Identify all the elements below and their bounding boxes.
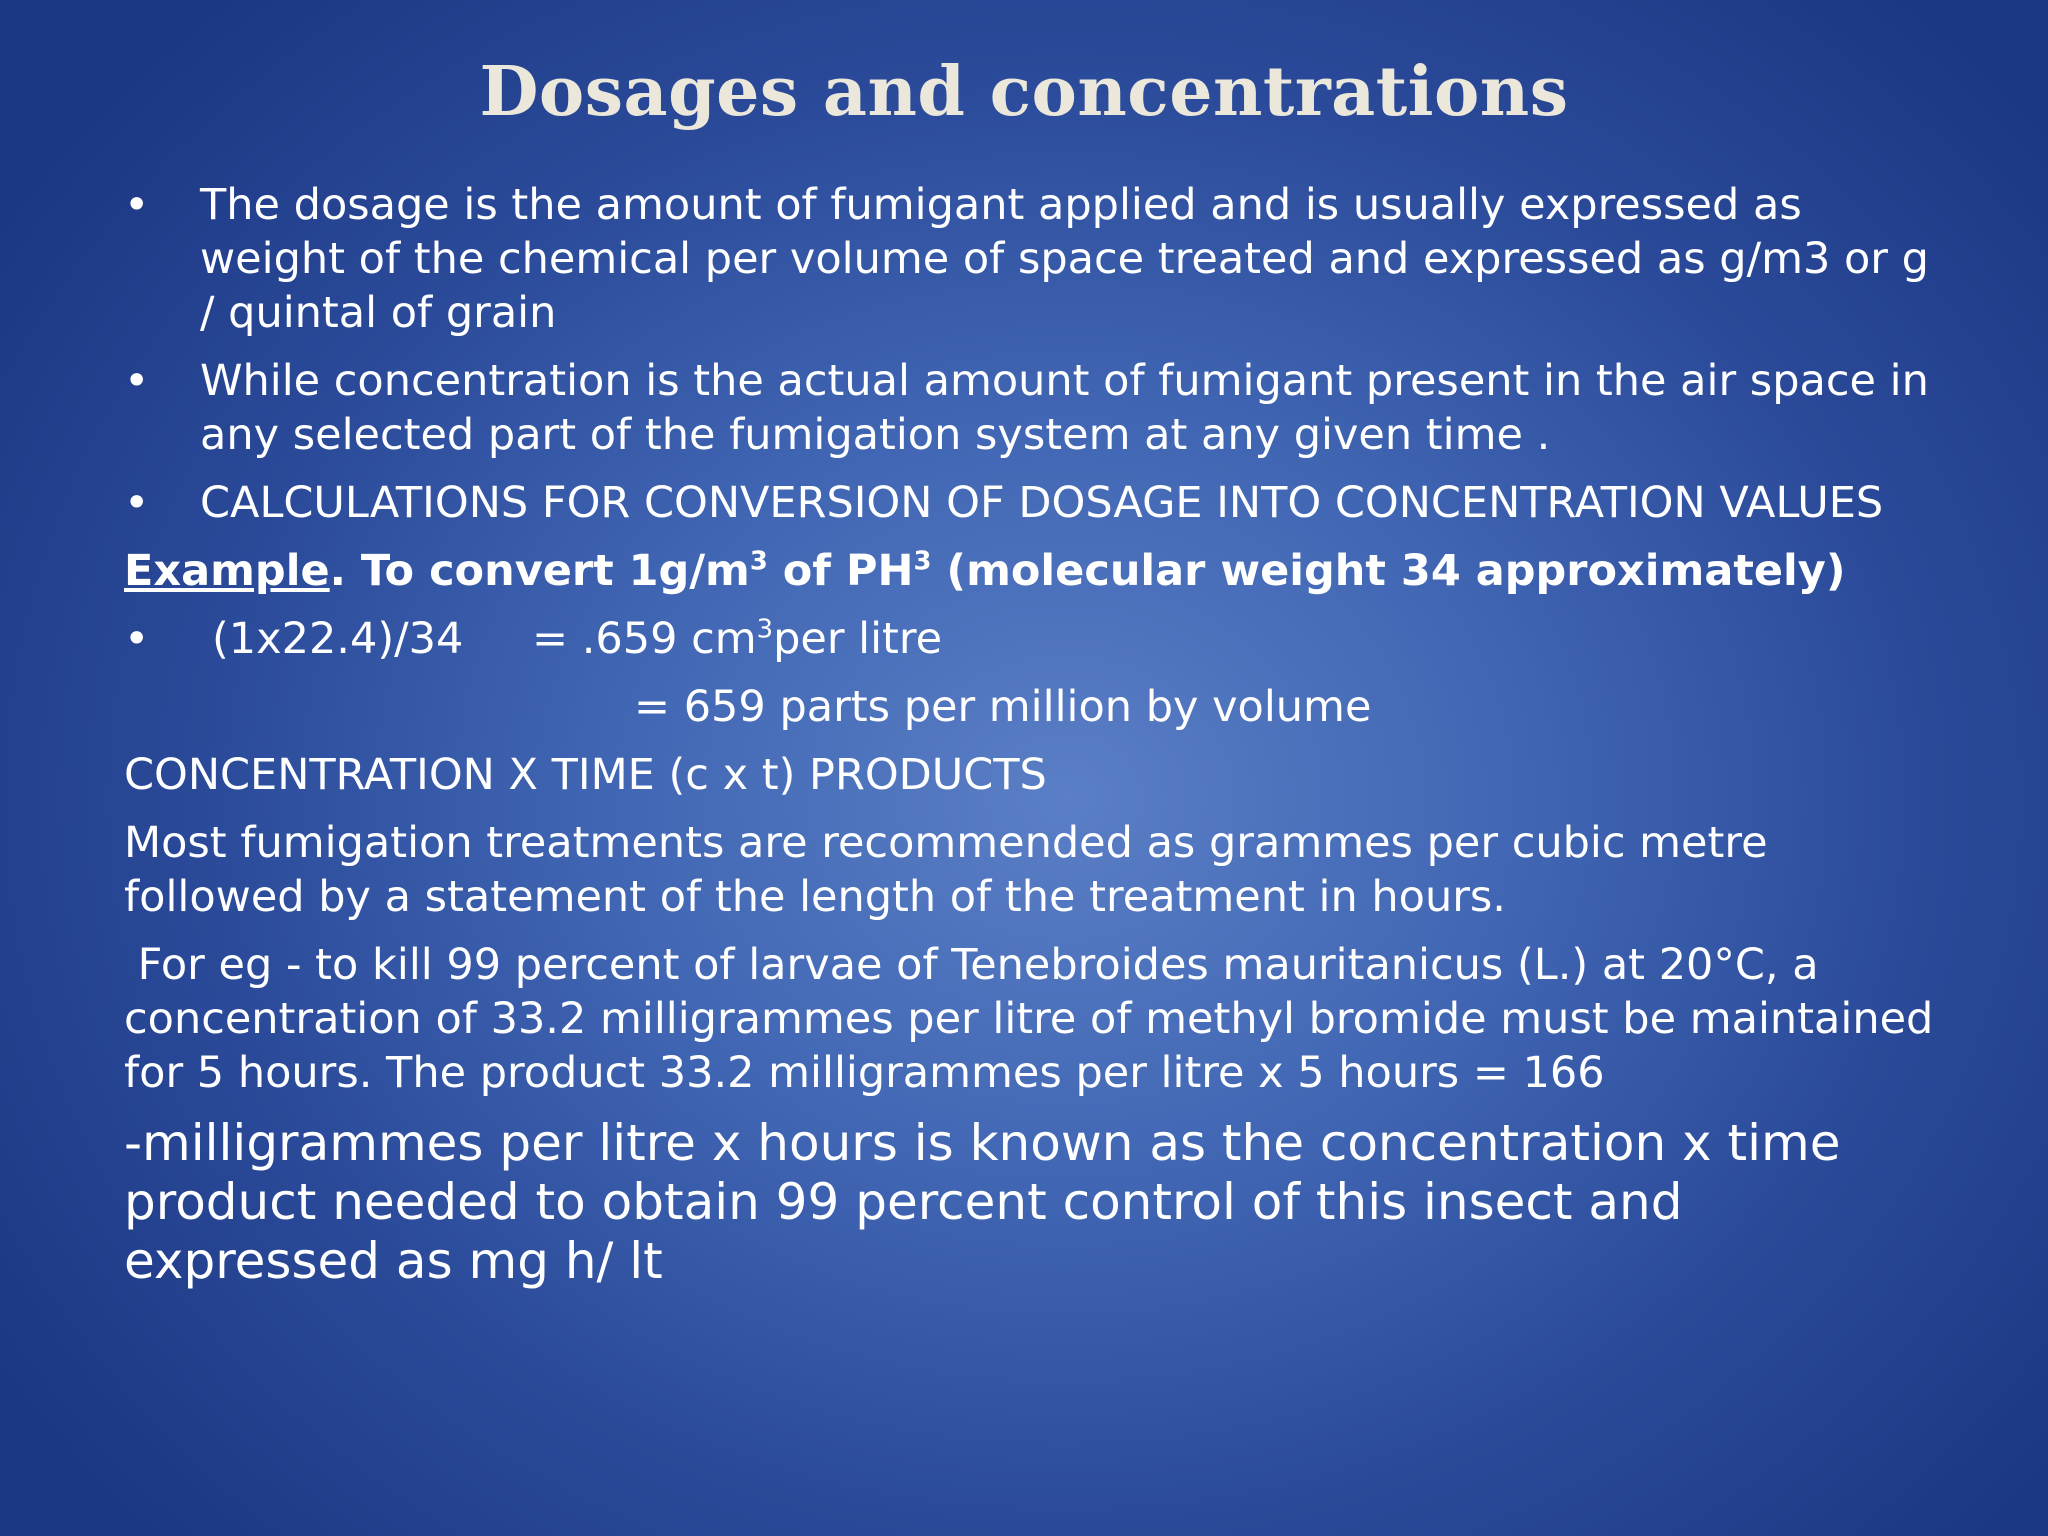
paragraph-ct-product: -milligrammes per litre x hours is known as the concentration x time product needed to obtain 99 percent control of this insect and expressed as mg h/ lt: [124, 1114, 1841, 1290]
bullet-item-calculations: [124, 476, 1944, 530]
result-1-sup: 3: [756, 614, 774, 645]
example-text-2: of PH: [767, 546, 914, 596]
bullet-marker: •: [124, 180, 150, 230]
bullet-marker: •: [124, 478, 150, 528]
paragraph-recommendation: Most fumigation treatments are recommended as grammes per cubic metre followed by a statement of the length of the treatment in hours.: [124, 818, 1768, 922]
bullet-text: The dosage is the amount of fumigant applied and is usually expressed as weight of the chemical per volume of space treated and expressed as g/m3 or g / quintal of grain: [200, 180, 1929, 338]
bullet-item-dosage: [124, 178, 1944, 340]
result-1-text: = .659 cm: [532, 614, 757, 664]
calculation-row-2: [124, 680, 1944, 734]
example-sup-2: 3: [913, 546, 932, 577]
bullet-item-concentration: [124, 354, 1944, 462]
calculation-result-1: [532, 612, 942, 666]
calculation-row: [124, 612, 1944, 666]
example-label: Example: [124, 546, 330, 596]
bullet-text: CALCULATIONS FOR CONVERSION OF DOSAGE INTO CONCENTRATION VALUES: [200, 478, 1884, 528]
example-line: [124, 544, 1944, 598]
calculation-expression: (1x22.4)/34: [212, 614, 464, 664]
bullet-text: While concentration is the actual amount of fumigant present in the air space in any selected part of the fumigation system at any given time .: [200, 356, 1929, 460]
calculation-result-2: = 659 parts per million by volume: [634, 682, 1372, 732]
slide-title: Dosages and concentrations: [479, 52, 1569, 132]
bullet-marker: •: [124, 356, 150, 406]
paragraph-example: For eg - to kill 99 percent of larvae of Tenebroides mauritanicus (L.) at 20°C, a concentration of 33.2 milligrammes per litre of methyl bromide must be maintained for 5 hours. The product 33.2 milligrammes per litre x 5 hours = 166: [124, 940, 1947, 1098]
example-sup-1: 3: [749, 546, 768, 577]
bullet-marker: •: [124, 614, 150, 664]
ct-heading: CONCENTRATION X TIME (c x t) PRODUCTS: [124, 750, 1047, 800]
example-text-1: . To convert 1g/m: [329, 546, 750, 596]
result-1-unit: per litre: [773, 614, 943, 664]
example-text-3: (molecular weight 34 approximately): [931, 546, 1846, 596]
slide-body: [124, 178, 1947, 1305]
